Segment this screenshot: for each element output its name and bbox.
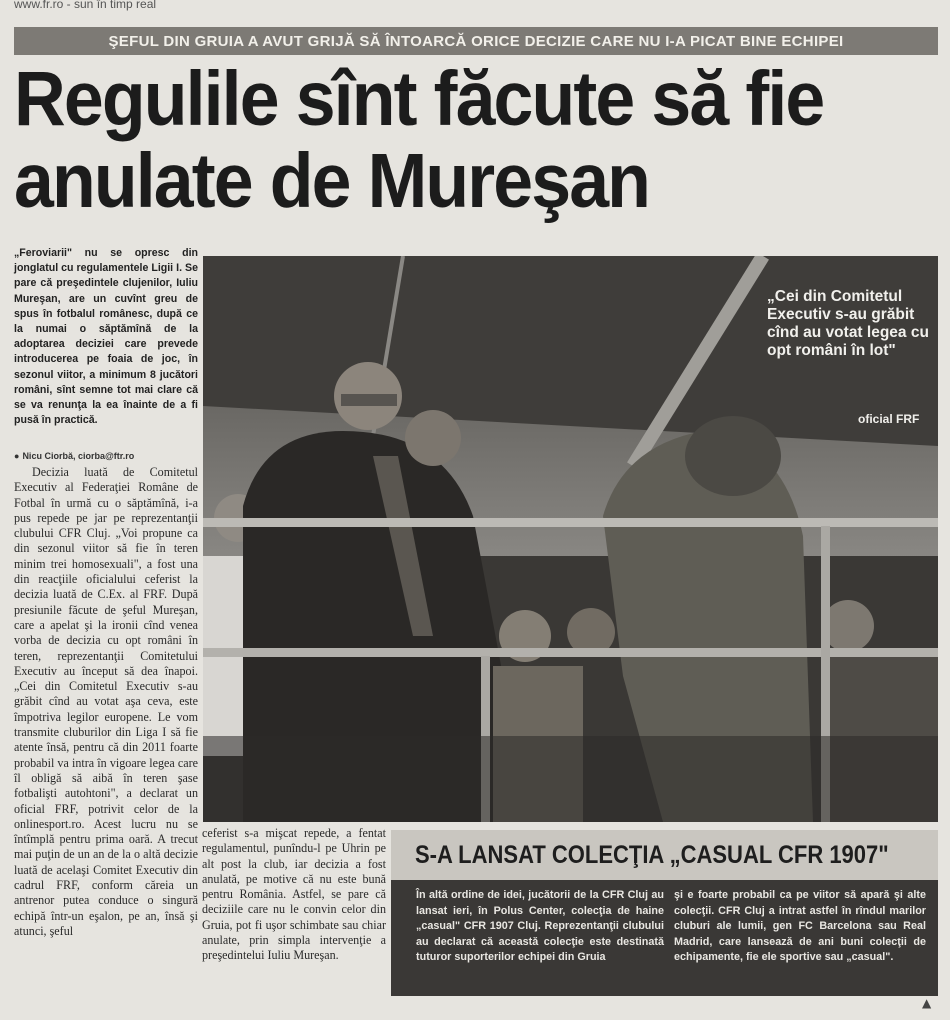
second-man-head bbox=[405, 410, 461, 466]
sidebar-title bbox=[391, 830, 938, 880]
article-body-column-1: Decizia luată de Comitetul Executiv al Federaţiei Române de Fotbal în urmă cu o săptămînă, i-a pus repede pe jar pe reprezentanţii clubului CFR Cluj. „Voi propune ca din sezonul viitor să fie în teren minim trei homosexuali", a fost una din reacţiile oficialului ceferist la decizia luată de C.Ex. al FRF. După presiunile făcute de şeful Mureşan, care a apelat şi la ironii cînd venea vorba de decizia cu opt români în teren, reprezentanţii Comitetului Executiv au început să dea înapoi. „Cei din Comitetul Executiv s-au grăbit cînd au votat aşa ceva, este împotriva legilor europene. Le vom transmite cluburilor din Liga I să fie atente însă, pentru că din 2011 foarte probabil va intra în vigoare legea care îl obligă să aibă în teren şase fotbalişti autohtoni", a declarat un oficial FRF, potrivit celor de la onlinesport.ro. Acest lucru nu se întîmplă pentru prima oară. A trecut mai puţin de un an de la o altă decizie luată de acelaşi Comitet Executiv din cadrul FRF, conform căreia un antrenor putea conduce o singură echipă într-un eşalon, pe an, însă şi atunci, şeful bbox=[14, 465, 198, 938]
soldier-hood bbox=[685, 416, 781, 496]
railing-top bbox=[203, 518, 938, 527]
bullet-icon: ● bbox=[14, 451, 20, 461]
site-url: www.fr.ro - sun în timp real bbox=[14, 0, 157, 11]
byline bbox=[14, 451, 198, 461]
glasses-shape bbox=[341, 394, 397, 406]
article-body-column-2: ceferist s-a mişcat repede, a fentat regulamentul, punîndu-l pe Uhrin pe alt post la club, iar decizia a fost anulată, pe motive că nu este bună pentru România. Astfel, se pare că deciziile care nu le convin celor din Gruia, pot fi uşor schimbate sau chiar anulate, prin simpla intervenţie a preşedintelui Iuliu Mureşan. bbox=[202, 826, 386, 963]
sidebar-title-text: S-A LANSAT COLECŢIA „CASUAL CFR 1907" bbox=[415, 840, 889, 869]
sidebar-column-1: În altă ordine de idei, jucătorii de la CFR Cluj au lansat ieri, în Polus Center, colecţia de haine „casual" CFR 1907 Cluj. Reprezentanţii clubului au declarat că această colecţie este destinată tuturor suporterilor echipei din Gruia bbox=[416, 889, 664, 963]
byline-text: Nicu Ciorbă, ciorba@ftr.ro bbox=[22, 451, 135, 461]
article-kicker: ŞEFUL DIN GRUIA A AVUT GRIJĂ SĂ ÎNTOARCĂ ORICE DECIZIE CARE NU I-A PICAT BINE ECHIPEI bbox=[14, 27, 938, 55]
photo-quote: „Cei din Comitetul Executiv s-au grăbit cînd au votat legea cu opt români în lot" bbox=[767, 288, 929, 359]
sidebar-box bbox=[391, 880, 938, 996]
quote-source: oficial FRF bbox=[858, 412, 920, 426]
end-of-article-icon: ▲ bbox=[922, 996, 932, 1010]
article-headline: Regulile sînt făcute să fie anulate de Mureşan bbox=[14, 56, 824, 224]
foreground-shadow bbox=[203, 736, 938, 822]
article-lead: „Feroviarii" nu se opresc din jonglatul cu regulamentele Ligii I. Se pare că preşedintele clujenilor, Iuliu Mureşan, are un cuvînt greu de spus în fotbalul românesc, după ce la numai o săptămînă de la adoptarea deciziei care prevede introducerea pe foaia de joc, în sezonul viitor, a minimum 8 jucători români, sînt semne tot mai clare că se va renunţa la ea înainte de a fi pusă în practică. bbox=[14, 247, 198, 427]
sidebar-column-2: şi e foarte probabil ca pe viitor să apară şi alte colecţii. CFR Cluj a intrat astfel în rîndul marilor cluburi ale lumii, gen FC Barcelona sau Real Madrid, care lansează de ani buni colecţii de echipamente, fie ele sportive sau „casual". bbox=[674, 889, 926, 963]
